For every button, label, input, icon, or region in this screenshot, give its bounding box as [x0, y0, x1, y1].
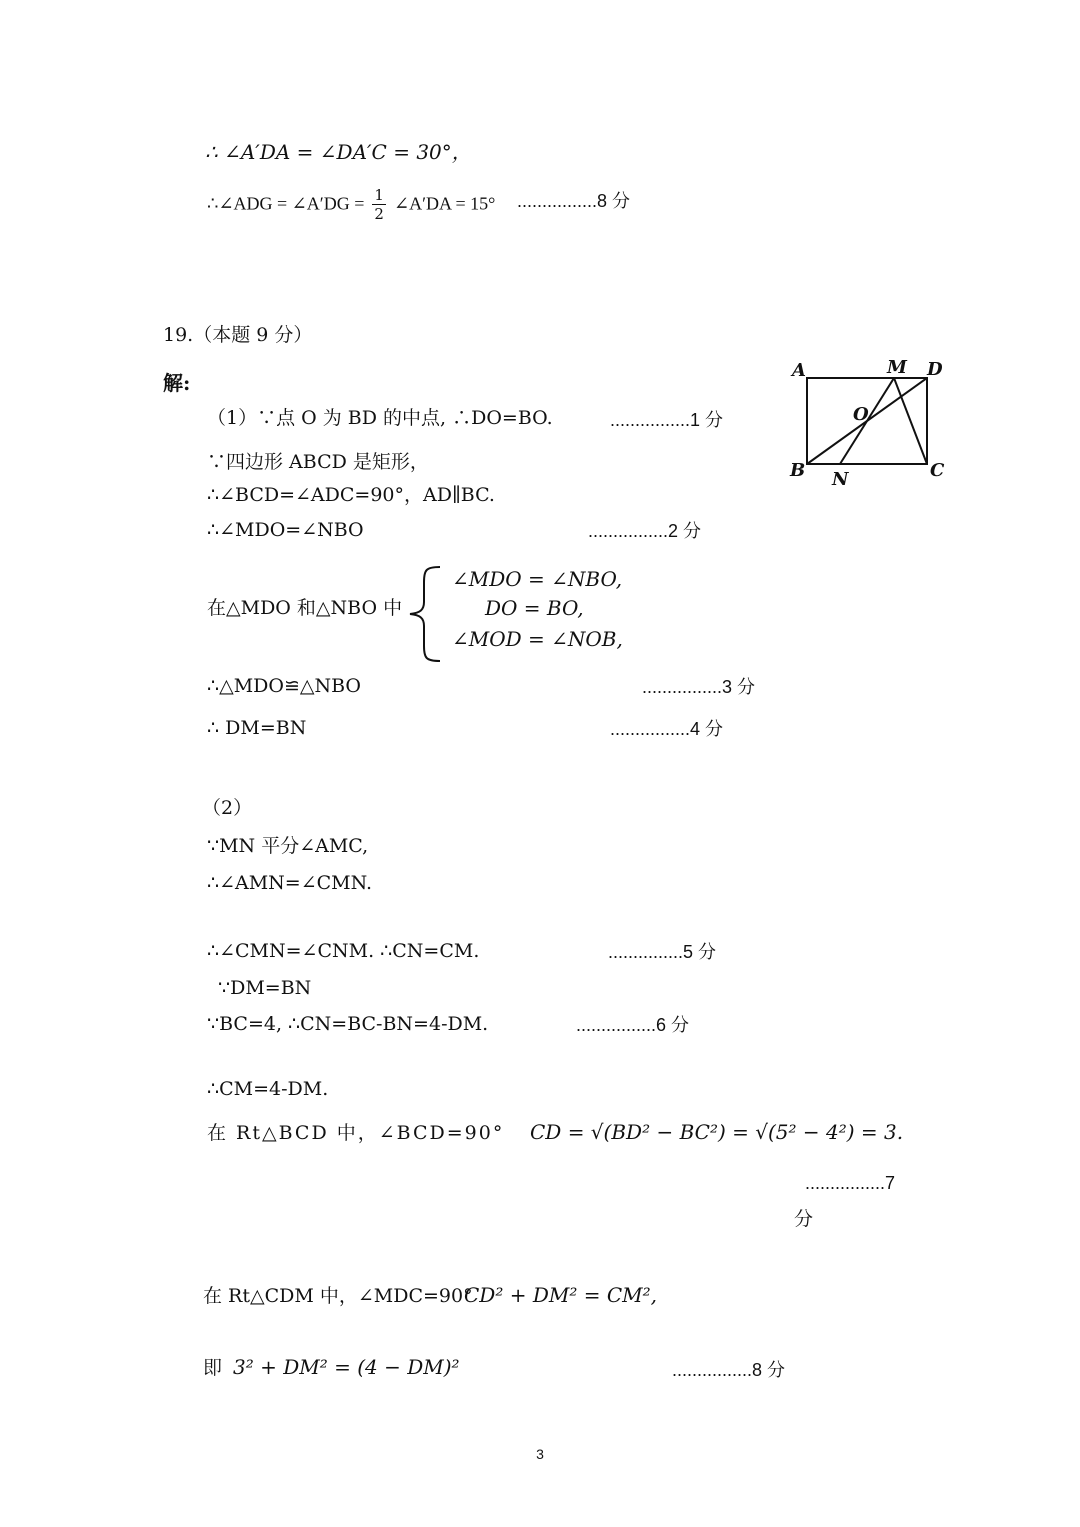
question-header: 19.（本题 9 分） [163, 324, 313, 346]
proof-line: 在 Rt△CDM 中，∠MDC=90° [203, 1285, 473, 1307]
score-mark: ...............5 分 [608, 942, 717, 962]
proof-line: （1）∵点 O 为 BD 的中点, ∴DO=BO. [207, 407, 553, 429]
score-unit: 分 [794, 1208, 814, 1230]
proof-line: ∴∠AMN=∠CMN. [207, 872, 373, 894]
proof-line: ∴△MDO≌△NBO [207, 675, 362, 697]
proof-line: ∴∠MDO=∠NBO [207, 519, 364, 541]
proof-line: ∵四边形 ABCD 是矩形， [207, 451, 429, 473]
condition-line: ∠MOD = ∠NOB, [452, 627, 623, 651]
score-mark: ................6 分 [576, 1015, 690, 1035]
fraction [372, 186, 386, 223]
fraction-denominator: 2 [374, 205, 384, 223]
math-expression: CD = √(BD² − BC²) = √(5² − 4²) = 3. [530, 1120, 904, 1144]
proof-line: ∵MN 平分∠AMC, [207, 835, 369, 857]
brace-icon [404, 564, 444, 664]
score-mark: ................1 分 [610, 410, 724, 430]
condition-line: DO = BO, [485, 596, 584, 620]
proof-line: ∴∠BCD=∠ADC=90°，AD∥BC. [207, 484, 495, 506]
math-expression: ∴ ∠A′DA = ∠DA′C = 30°， [205, 140, 472, 164]
math-expression: ∠A′DA = 15° [394, 193, 496, 214]
score-mark: ................2 分 [588, 521, 702, 541]
line-angle-equal [205, 140, 472, 165]
label-d: D [927, 359, 943, 380]
score-mark: ................8 分 [672, 1360, 786, 1380]
proof-line: ∵DM=BN [218, 977, 312, 999]
math-expression: 3² + DM² = (4 − DM)² [233, 1355, 460, 1379]
solution-label: 解: [163, 371, 191, 395]
proof-line: ∵BC=4, ∴CN=BC-BN=4-DM. [207, 1013, 489, 1035]
condition-line: ∠MDO = ∠NBO, [452, 567, 623, 591]
fraction-numerator: 1 [374, 186, 384, 204]
proof-line: ∴CM=4-DM. [207, 1078, 329, 1100]
proof-line: 在 Rt△BCD 中，∠BCD=90° [207, 1122, 505, 1144]
score-mark: ................3 分 [642, 677, 756, 697]
rectangle-figure [780, 352, 960, 492]
score-mark: ................8 分 [517, 191, 631, 211]
line-angle-half [207, 186, 495, 223]
label-c: C [930, 460, 945, 481]
math-expression: CD² + DM² = CM², [464, 1283, 657, 1307]
label-o: O [853, 404, 869, 425]
math-expression: ∴∠ADG = ∠A′DG = [207, 193, 365, 214]
page-number: 3 [536, 1446, 544, 1462]
proof-line: 即 [203, 1357, 223, 1379]
score-mark: ................7 [805, 1173, 896, 1193]
proof-line: ∴ DM=BN [207, 717, 307, 739]
label-n: N [832, 469, 849, 490]
label-b: B [790, 460, 806, 481]
part-label: （2） [202, 797, 253, 819]
label-a: A [792, 360, 806, 381]
label-m: M [887, 357, 907, 378]
proof-line: 在△MDO 和△NBO 中 [207, 597, 403, 619]
score-mark: ................4 分 [610, 719, 724, 739]
proof-line: ∴∠CMN=∠CNM. ∴CN=CM. [207, 940, 480, 962]
